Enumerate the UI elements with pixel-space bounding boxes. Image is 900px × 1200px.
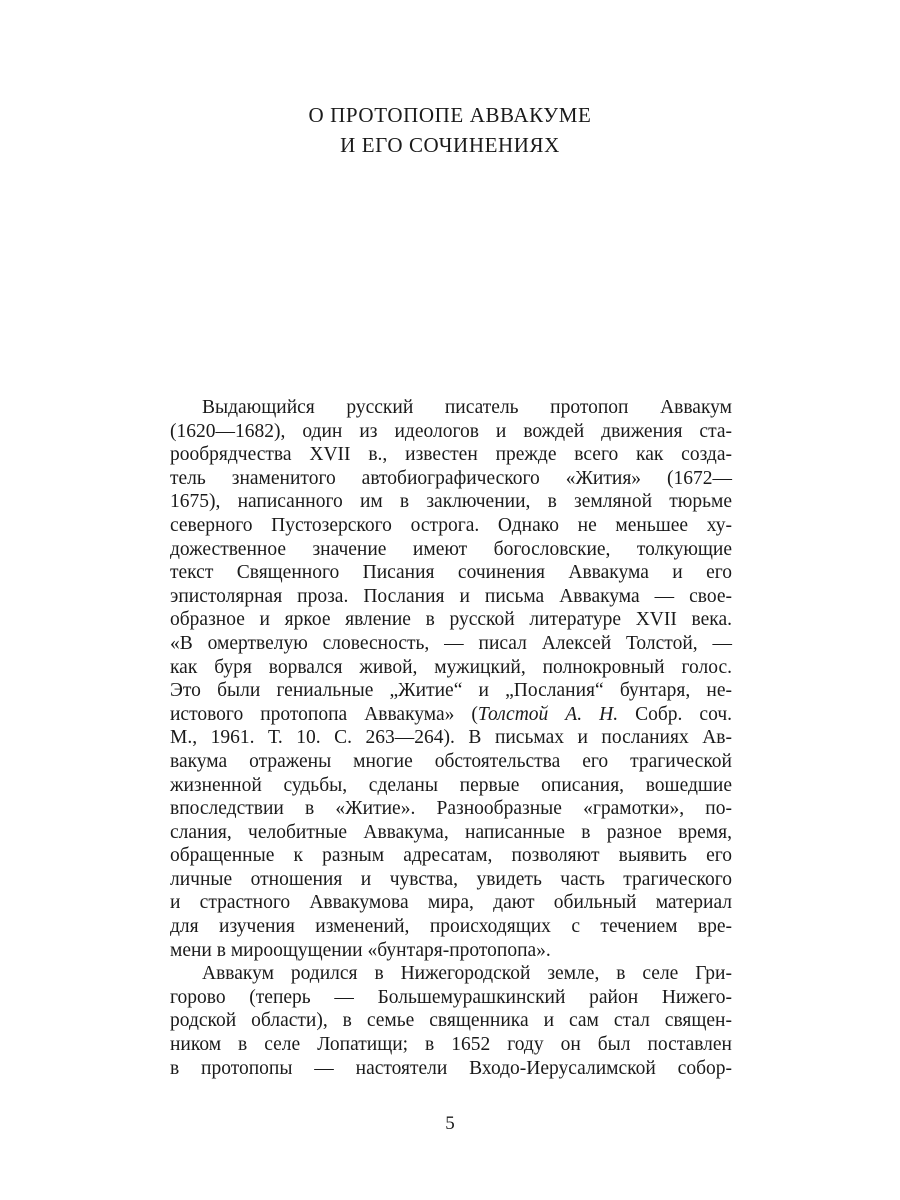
paragraph-1 [170, 396, 732, 962]
paragraph-2 [170, 962, 732, 1080]
text-line: «В омертвелую словесность, — писал Алексей Толстой, — [170, 632, 732, 654]
text-line: как буря ворвался живой, мужицкий, полнокровный голос. [170, 656, 732, 678]
text-line: рообрядчества XVII в., известен прежде всего как созда- [170, 444, 732, 466]
chapter-title [0, 100, 900, 160]
text-line: ником в селе Лопатищи; в 1652 году он был поставлен [170, 1034, 732, 1056]
text-line: дожественное значение имеют богословские, толкующие [170, 538, 732, 560]
text-line: обращенные к разным адресатам, позволяют выявить его [170, 845, 732, 867]
text-line-with-citation: истового протопопа Аввакума» (Толстой А. Н. Собр. соч. [170, 703, 732, 725]
body-text [170, 396, 732, 1080]
text-line: текст Священного Писания сочинения Аввакума и его [170, 562, 732, 584]
text-line: вакума отражены многие обстоятельства его трагической [170, 750, 732, 772]
chapter-title-line-1: О ПРОТОПОПЕ АВВАКУМЕ [308, 103, 592, 127]
text-line: мени в мироощущении «бунтаря-протопопа». [170, 939, 551, 961]
text-line: родской области), в семье священника и сам стал священ- [170, 1010, 732, 1032]
text-line: образное и яркое явление в русской литературе XVII века. [170, 609, 732, 631]
text-line: личные отношения и чувства, увидеть часть трагического [170, 868, 732, 890]
text-line: Это были гениальные „Житие“ и „Послания“ бунтаря, не- [170, 680, 732, 702]
text-line: северного Пустозерского острога. Однако не меньшее ху- [170, 514, 732, 536]
chapter-title-line-2: И ЕГО СОЧИНЕНИЯХ [340, 133, 560, 157]
text-line: и страстного Аввакумова мира, дают обильный материал [170, 892, 732, 914]
text-line: для изучения изменений, происходящих с течением вре- [170, 916, 732, 938]
text-line: слания, челобитные Аввакума, написанные в разное время, [170, 821, 732, 843]
text-line: горово (теперь — Большемурашкинский район Нижего- [170, 986, 732, 1008]
text-line: 1675), написанного им в заключении, в земляной тюрьме [170, 491, 732, 513]
page-number: 5 [445, 1113, 455, 1134]
text-line: Выдающийся русский писатель протопоп Аввакум [202, 397, 732, 418]
text-line: (1620—1682), один из идеологов и вождей движения ста- [170, 420, 732, 442]
text-line: Аввакум родился в Нижегородской земле, в селе Гри- [202, 963, 732, 985]
text-line: М., 1961. Т. 10. С. 263—264). В письмах и посланиях Ав- [170, 727, 732, 749]
citation-author: Толстой А. Н. [477, 703, 619, 725]
text-line: эпистолярная проза. Послания и письма Аввакума — свое- [170, 585, 732, 607]
text-line: жизненной судьбы, сделаны первые описания, вошедшие [170, 774, 732, 796]
text-line: тель знаменитого автобиографического «Жития» (1672— [170, 467, 732, 489]
text-line: в протопопы — настоятели Входо-Иерусалимской собор- [170, 1057, 732, 1079]
text-line: впоследствии в «Житие». Разнообразные «грамотки», по- [170, 798, 732, 820]
